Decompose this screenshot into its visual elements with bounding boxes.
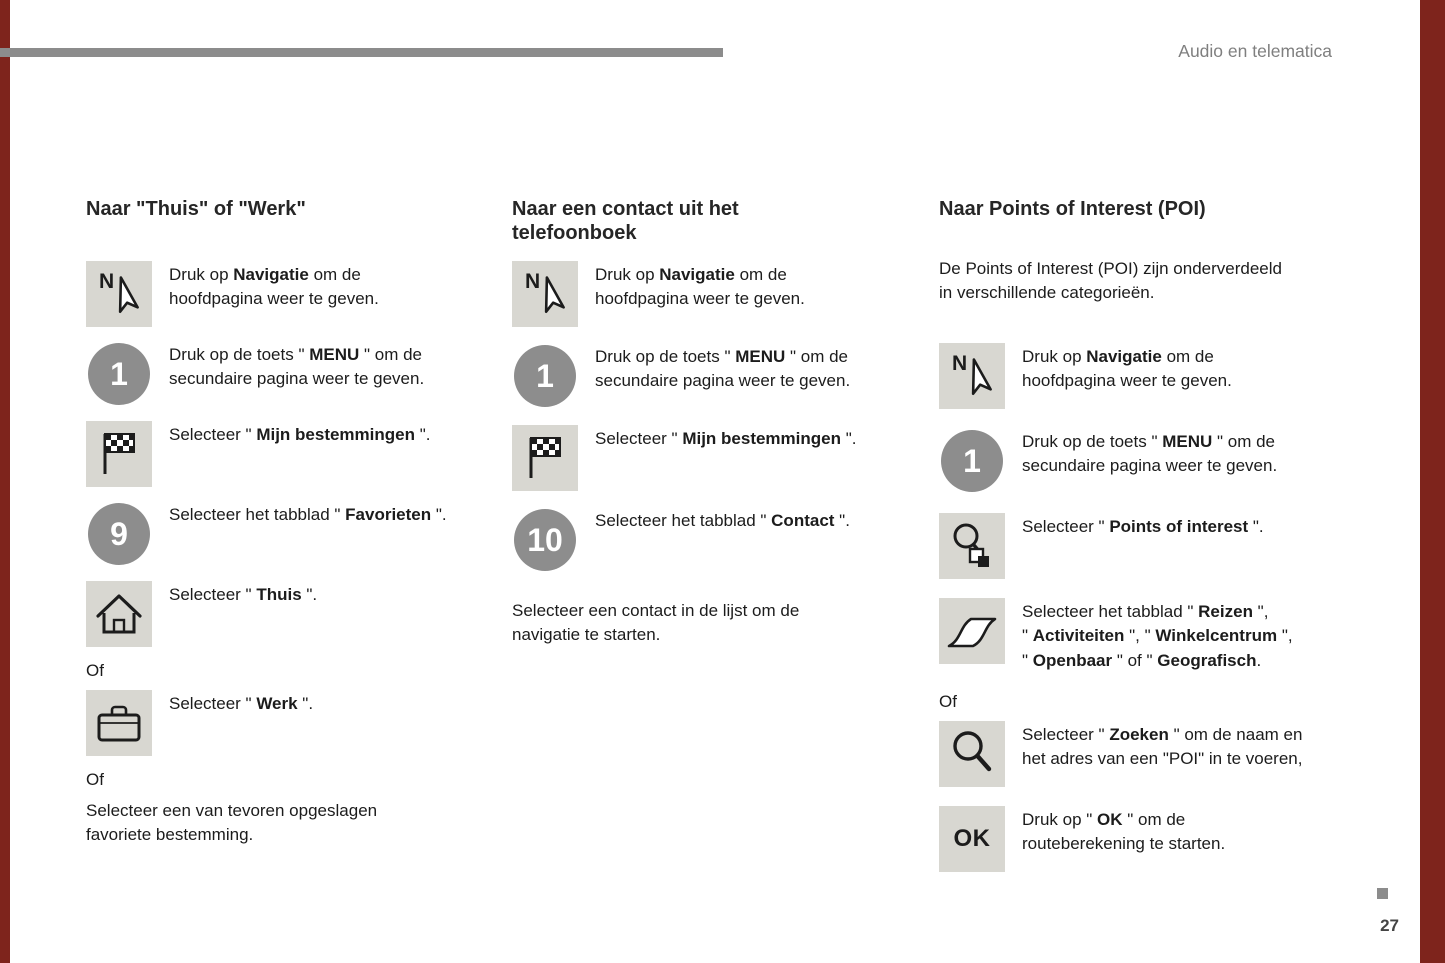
navigation-icon (86, 261, 152, 327)
step-row (939, 513, 1349, 579)
step-row (512, 261, 912, 327)
ok-button-icon (939, 806, 1005, 872)
step-text: Druk op de toets " MENU " om de secundaire pagina weer te geven. (169, 345, 425, 389)
navigation-icon-graphic (512, 261, 578, 327)
column-title: Naar Points of Interest (POI) (939, 198, 1206, 220)
step-row (86, 501, 486, 567)
step-row (939, 806, 1349, 872)
step-row (939, 428, 1349, 494)
column-footnote: Selecteer een contact in de lijst om de navigatie te starten. (512, 601, 800, 645)
step-number-circle: 1 (941, 430, 1003, 492)
column-title: Naar "Thuis" of "Werk" (86, 198, 306, 220)
step-row (86, 341, 486, 407)
section-end-marker-icon (1377, 888, 1388, 899)
column-title: Naar een contact uit het telefoonboek (512, 198, 739, 244)
or-separator: Of (86, 661, 104, 680)
step-number-circle: 9 (88, 503, 150, 565)
magnifier-icon (939, 721, 1005, 787)
briefcase-icon (86, 690, 152, 756)
checkered-flag-icon (512, 425, 578, 491)
briefcase-icon-graphic (86, 690, 152, 756)
step-row (512, 425, 912, 491)
step-text: Druk op de toets " MENU " om de secundaire pagina weer te geven. (595, 347, 851, 391)
svg-text:N: N (952, 352, 968, 376)
step-row (86, 421, 486, 487)
road-tab-icon-graphic (939, 598, 1005, 664)
step-row (939, 721, 1349, 787)
step-text: Selecteer het tabblad " Favorieten ". (169, 505, 447, 524)
poi-search-icon-graphic (939, 513, 1005, 579)
step-row (86, 261, 486, 327)
step-text: Selecteer het tabblad " Contact ". (595, 511, 850, 530)
page-edge-left-bar (0, 0, 10, 963)
page-number: 27 (1380, 916, 1399, 935)
step-row (512, 507, 912, 573)
navigation-icon (512, 261, 578, 327)
column-intro: De Points of Interest (POI) zijn onderverdeeld in verschillende categorieën. (939, 259, 1282, 303)
navigation-icon (939, 343, 1005, 409)
step-text: Druk op Navigatie om de hoofdpagina weer te geven. (169, 265, 379, 309)
column-points-of-interest (939, 197, 1349, 891)
section-title: Audio en telematica (1178, 41, 1332, 61)
road-tab-icon (939, 598, 1005, 664)
column-home-work (86, 197, 486, 847)
column-footnote: Selecteer een van tevoren opgeslagen favoriete bestemming. (86, 801, 378, 845)
step-number-circle: 1 (514, 345, 576, 407)
checkered-flag-icon-graphic (86, 421, 152, 487)
navigation-icon-graphic (86, 261, 152, 327)
step-row (86, 581, 486, 647)
magnifier-icon-graphic (939, 721, 1005, 787)
or-separator: Of (86, 770, 104, 789)
page-edge-right-bar (1420, 0, 1445, 963)
header-rule (0, 48, 723, 57)
step-row (939, 598, 1349, 672)
step-text: Selecteer " Thuis ". (169, 585, 318, 604)
step-row (939, 343, 1349, 409)
ok-button-label: OK (953, 824, 991, 852)
step-text: Selecteer " Points of interest ". (1022, 517, 1264, 537)
step-number-circle: 1 (88, 343, 150, 405)
column-phonebook-contact (512, 197, 912, 647)
step-text: Druk op Navigatie om de hoofdpagina weer te geven. (595, 265, 805, 309)
checkered-flag-icon (86, 421, 152, 487)
step-text: Druk op de toets " MENU " om de secundaire pagina weer te geven. (1022, 432, 1278, 476)
poi-search-icon (939, 513, 1005, 579)
step-text: Druk op Navigatie om de hoofdpagina weer te geven. (1022, 347, 1232, 391)
checkered-flag-icon-graphic (512, 425, 578, 491)
step-text: Selecteer " Zoeken " om de naam en het adres van een "POI" in te voeren, (1022, 724, 1303, 768)
step-text: Selecteer " Werk ". (169, 694, 314, 713)
navigation-icon-graphic (939, 343, 1005, 409)
step-number-circle: 10 (514, 509, 576, 571)
svg-text:N: N (99, 270, 115, 293)
home-icon-graphic (86, 581, 152, 647)
home-icon (86, 581, 152, 647)
step-text: Druk op " OK " om de routeberekening te starten. (1022, 809, 1226, 853)
step-text: Selecteer " Mijn bestemmingen ". (169, 425, 431, 444)
or-separator: Of (939, 691, 957, 711)
step-text: Selecteer " Mijn bestemmingen ". (595, 429, 857, 448)
step-row (86, 690, 486, 756)
svg-text:N: N (525, 270, 541, 293)
step-text: Selecteer het tabblad " Reizen ", " Activiteiten ", " Winkelcentrum ", " Openbaar " of " Geografisch. (1022, 602, 1293, 670)
step-row (512, 343, 912, 409)
